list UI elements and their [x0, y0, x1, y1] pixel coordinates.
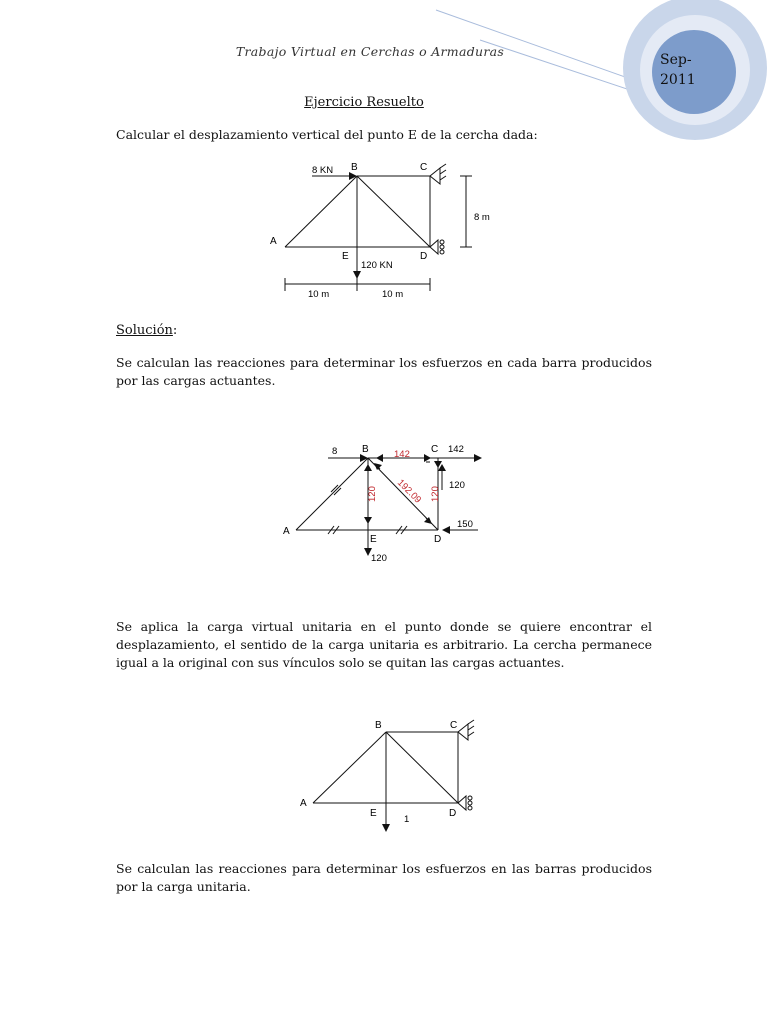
fig1-label-a: A [270, 236, 277, 247]
fig2-label-e: E [370, 534, 377, 545]
virtual-load-paragraph: Se aplica la carga virtual unitaria en el punto donde se quiere encontrar el desplazamiento, el sentido de la carga unitaria es arbitrario. La cercha permanece igual a la original con sus vínculos solo se quitan las cargas actuantes. [116, 619, 652, 670]
fig1-load-vertical: 120 KN [361, 260, 393, 271]
fig2-reaction-c-horizontal: 142 [448, 444, 464, 455]
fig3-label-c: C [450, 720, 458, 731]
fig3-label-e: E [370, 808, 377, 819]
fig2-member-bc: 142 [394, 449, 410, 460]
fig1-label-e: E [342, 251, 349, 262]
fig1-label-d: D [420, 251, 428, 262]
fig2-member-be: 120 [367, 486, 378, 502]
corner-decoration [0, 0, 768, 140]
fig1-height-dimension: 8 m [474, 212, 490, 223]
truss-figure-2 [276, 440, 496, 570]
fig1-label-b: B [351, 162, 358, 173]
fig2-reaction-c-vertical: 120 [449, 480, 465, 491]
fig3-label-d: D [449, 808, 457, 819]
solution-colon: : [172, 323, 178, 338]
page-title: Ejercicio Resuelto [304, 95, 424, 110]
truss-figure-1 [260, 158, 500, 303]
final-paragraph: Se calculan las reacciones para determinar los esfuerzos en las barras producidos por la carga unitaria. [116, 861, 652, 894]
fig2-member-bd: 192.09 [394, 477, 424, 506]
fig2-label-a: A [283, 526, 290, 537]
fig1-load-horizontal: 8 KN [312, 165, 334, 176]
fig2-load-b: 8 [332, 446, 338, 457]
solution-heading [116, 323, 177, 338]
fig2-member-cd: 120 [430, 486, 441, 502]
fig3-unit-load: 1 [404, 814, 410, 825]
fig2-label-b: B [362, 444, 369, 455]
date-badge: Sep-2011 [660, 52, 696, 88]
solution-label: Solución [116, 323, 173, 338]
fig2-label-c: C [431, 444, 439, 455]
fig2-label-d: D [434, 534, 442, 545]
fig1-span-right: 10 m [382, 289, 404, 300]
intro-paragraph: Calcular el desplazamiento vertical del punto E de la cercha dada: [116, 127, 538, 142]
truss-figure-3 [296, 716, 496, 840]
fig3-label-a: A [300, 798, 307, 809]
reactions-paragraph: Se calculan las reacciones para determinar los esfuerzos en cada barra producidos por las cargas actuantes. [116, 355, 652, 388]
fig2-load-e: 120 [371, 553, 387, 564]
fig1-label-c: C [420, 162, 428, 173]
running-header: Trabajo Virtual en Cerchas o Armaduras [235, 44, 505, 59]
fig1-span-left: 10 m [308, 289, 330, 300]
fig2-reaction-d: 150 [457, 519, 473, 530]
fig3-label-b: B [375, 720, 382, 731]
